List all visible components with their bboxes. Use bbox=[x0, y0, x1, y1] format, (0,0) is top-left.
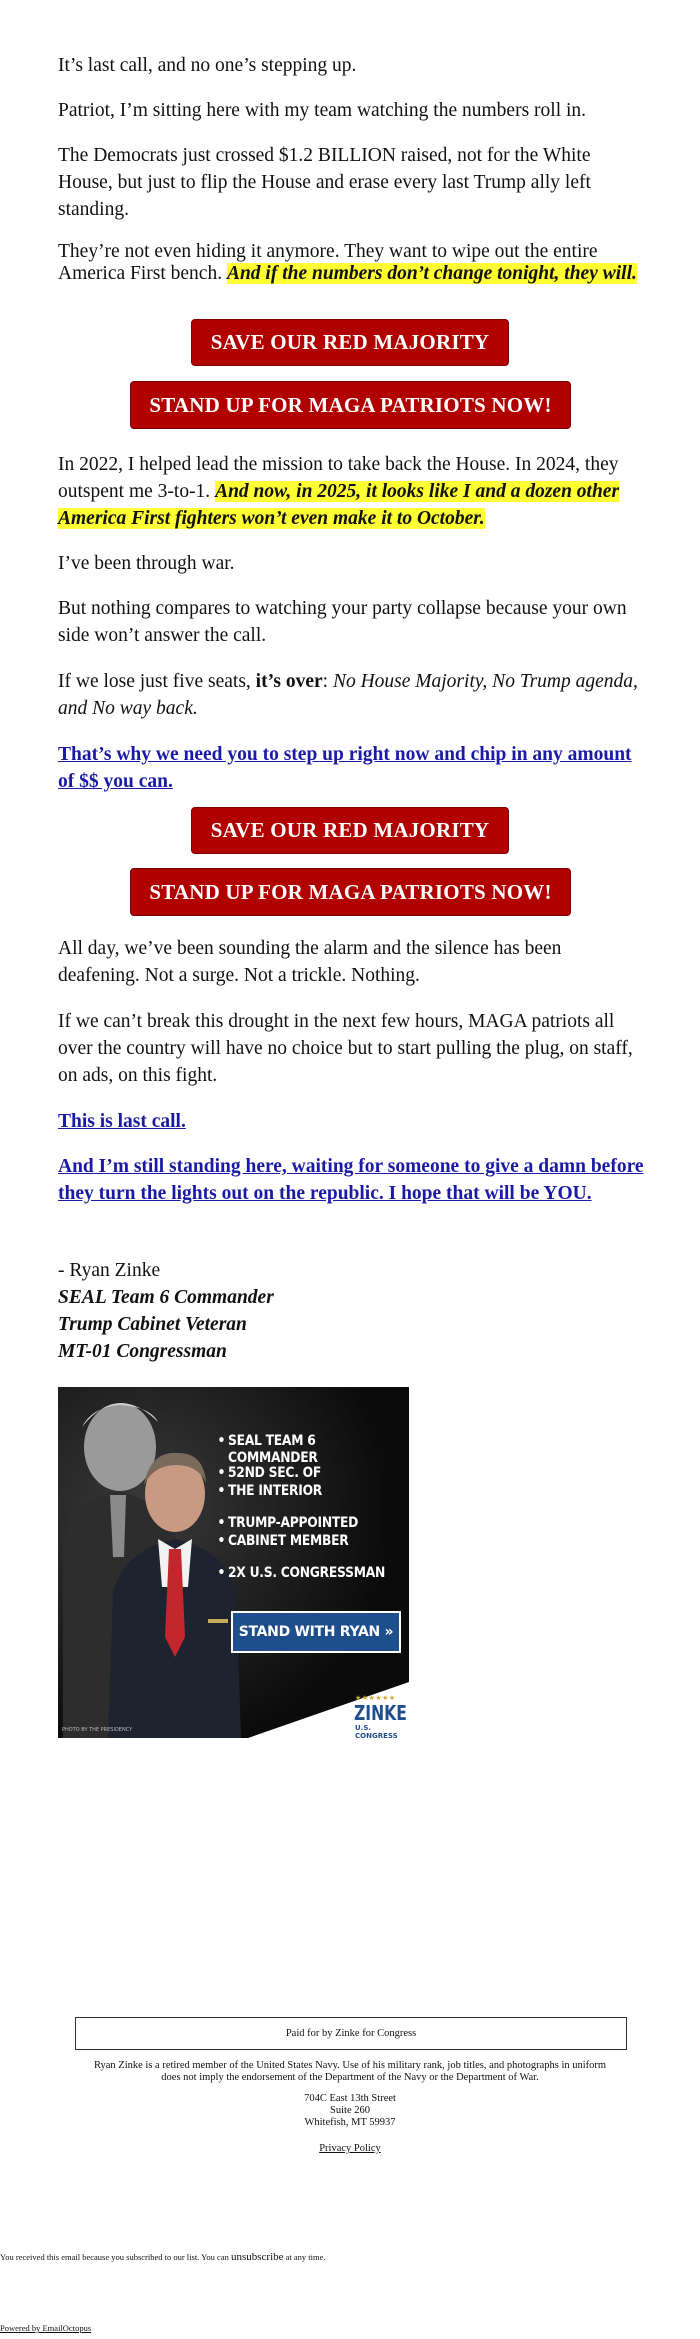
promo-bullet-seal: • SEAL TEAM 6 COMMANDER bbox=[228, 1433, 387, 1467]
subscribed-end-text: at any time. bbox=[283, 2252, 326, 2262]
last-call-paragraph bbox=[58, 1108, 648, 1135]
signature-title-3: MT-01 Congressman bbox=[58, 1341, 227, 1362]
highlight-numbers: And if the numbers don’t change tonight, they will. bbox=[226, 263, 637, 284]
powered-by bbox=[0, 2323, 91, 2334]
paragraph-war: I’ve been through war. bbox=[58, 553, 235, 574]
still-standing-paragraph bbox=[58, 1153, 648, 1207]
save-red-majority-button-2[interactable]: SAVE OUR RED MAJORITY bbox=[191, 807, 509, 854]
subscribed-text: You received this email because you subscribed to our list. You can bbox=[0, 2252, 231, 2262]
promo-bullet-cabinet-1: • TRUMP-APPOINTED bbox=[228, 1515, 358, 1532]
promo-bullet-cabinet-2: • CABINET MEMBER bbox=[228, 1533, 349, 1550]
address-line-1: 704C East 13th Street bbox=[304, 2093, 396, 2104]
stand-up-maga-button[interactable]: STAND UP FOR MAGA PATRIOTS NOW! bbox=[130, 381, 571, 429]
paragraph-five-seats bbox=[58, 668, 648, 722]
paragraph-last-call: It’s last call, and no one’s stepping up. bbox=[58, 55, 357, 76]
paragraph-drought: If we can’t break this drought in the next few hours, MAGA patriots all over the country will have no choice but to start pulling the plug, on staff, on ads, on this fight. bbox=[58, 1011, 633, 1086]
five-seats-text: If we lose just five seats, bbox=[58, 671, 256, 692]
privacy-policy-wrap bbox=[0, 2143, 700, 2155]
promo-image[interactable] bbox=[58, 1387, 409, 1738]
paid-for-box: Paid for by Zinke for Congress bbox=[75, 2017, 627, 2050]
address-line-2: Suite 260 bbox=[330, 2105, 370, 2116]
donate-link[interactable]: That’s why we need you to step up right now and chip in any amount of $$ you can. bbox=[58, 744, 632, 792]
2022-text: In 2022, I helped lead the mission to take back the House. In 2024, they outspent me 3-to-1. bbox=[58, 454, 619, 502]
last-call-link[interactable]: This is last call. bbox=[58, 1111, 186, 1132]
signature-title-1: SEAL Team 6 Commander bbox=[58, 1287, 274, 1308]
privacy-policy-link[interactable]: Privacy Policy bbox=[319, 2143, 381, 2154]
powered-by-link[interactable]: Powered by EmailOctopus bbox=[0, 2323, 92, 2333]
promo-cta-button[interactable]: STAND WITH RYAN » bbox=[238, 1624, 394, 1640]
paragraph-patriot: Patriot, I’m sitting here with my team watching the numbers roll in. bbox=[58, 100, 587, 121]
photo-credit: PHOTO BY THE PRESIDENCY bbox=[62, 1727, 133, 1733]
colon-text: : bbox=[322, 671, 333, 692]
no-majority-text: No House Majority, No Trump agenda, and No way back. bbox=[58, 671, 638, 719]
promo-bullet-interior-1: • 52ND SEC. OF bbox=[228, 1465, 321, 1482]
promo-bullet-congressman: • 2X U.S. CONGRESSMAN bbox=[228, 1565, 385, 1582]
disclaimer: Ryan Zinke is a retired member of the United States Navy. Use of his military rank, job titles, and photographs in uniform does not imply the endorsement of the Department of the Navy or the Department of War. bbox=[93, 2060, 607, 2083]
unsubscribe-link[interactable]: unsubscribe bbox=[230, 2251, 284, 2263]
paragraph-not-hiding bbox=[58, 241, 638, 285]
zinke-logo: ZINKE bbox=[354, 1701, 407, 1725]
address-line-3: Whitefish, MT 59937 bbox=[304, 2117, 396, 2128]
zinke-logo-sub: U.S. CONGRESS bbox=[355, 1724, 398, 1738]
donate-link-paragraph bbox=[58, 741, 648, 795]
still-standing-link[interactable]: And I’m still standing here, waiting for someone to give a damn before they turn the lights out on the republic. I hope that will be YOU. bbox=[58, 1156, 644, 1204]
paragraph-alarm: All day, we’ve been sounding the alarm and the silence has been deafening. Not a surge. Not a trickle. Nothing. bbox=[58, 938, 562, 986]
signature-title-2: Trump Cabinet Veteran bbox=[58, 1314, 247, 1335]
stand-up-maga-button-2[interactable]: STAND UP FOR MAGA PATRIOTS NOW! bbox=[130, 868, 571, 916]
signature-name: - Ryan Zinke bbox=[58, 1260, 161, 1281]
paragraph-2022 bbox=[58, 451, 648, 532]
zinke-logo-stars: ★★★★★★ bbox=[355, 1694, 396, 1702]
promo-bullet-interior-2: • THE INTERIOR bbox=[228, 1483, 322, 1500]
paragraph-nothing-compares: But nothing compares to watching your party collapse because your own side won’t answer the call. bbox=[58, 598, 627, 646]
highlight-2025: And now, in 2025, it looks like I and a dozen other America First fighters won’t even make it to October. bbox=[58, 481, 620, 529]
subscription-notice bbox=[0, 2252, 326, 2263]
save-red-majority-button[interactable]: SAVE OUR RED MAJORITY bbox=[191, 319, 509, 366]
its-over-text: it’s over bbox=[255, 671, 323, 692]
paragraph-democrats: The Democrats just crossed $1.2 BILLION raised, not for the White House, but just to flip the House and erase every last Trump ally left standing. bbox=[58, 145, 591, 220]
not-hiding-text: They’re not even hiding it anymore. They want to wipe out the entire America First bench. bbox=[58, 241, 598, 284]
